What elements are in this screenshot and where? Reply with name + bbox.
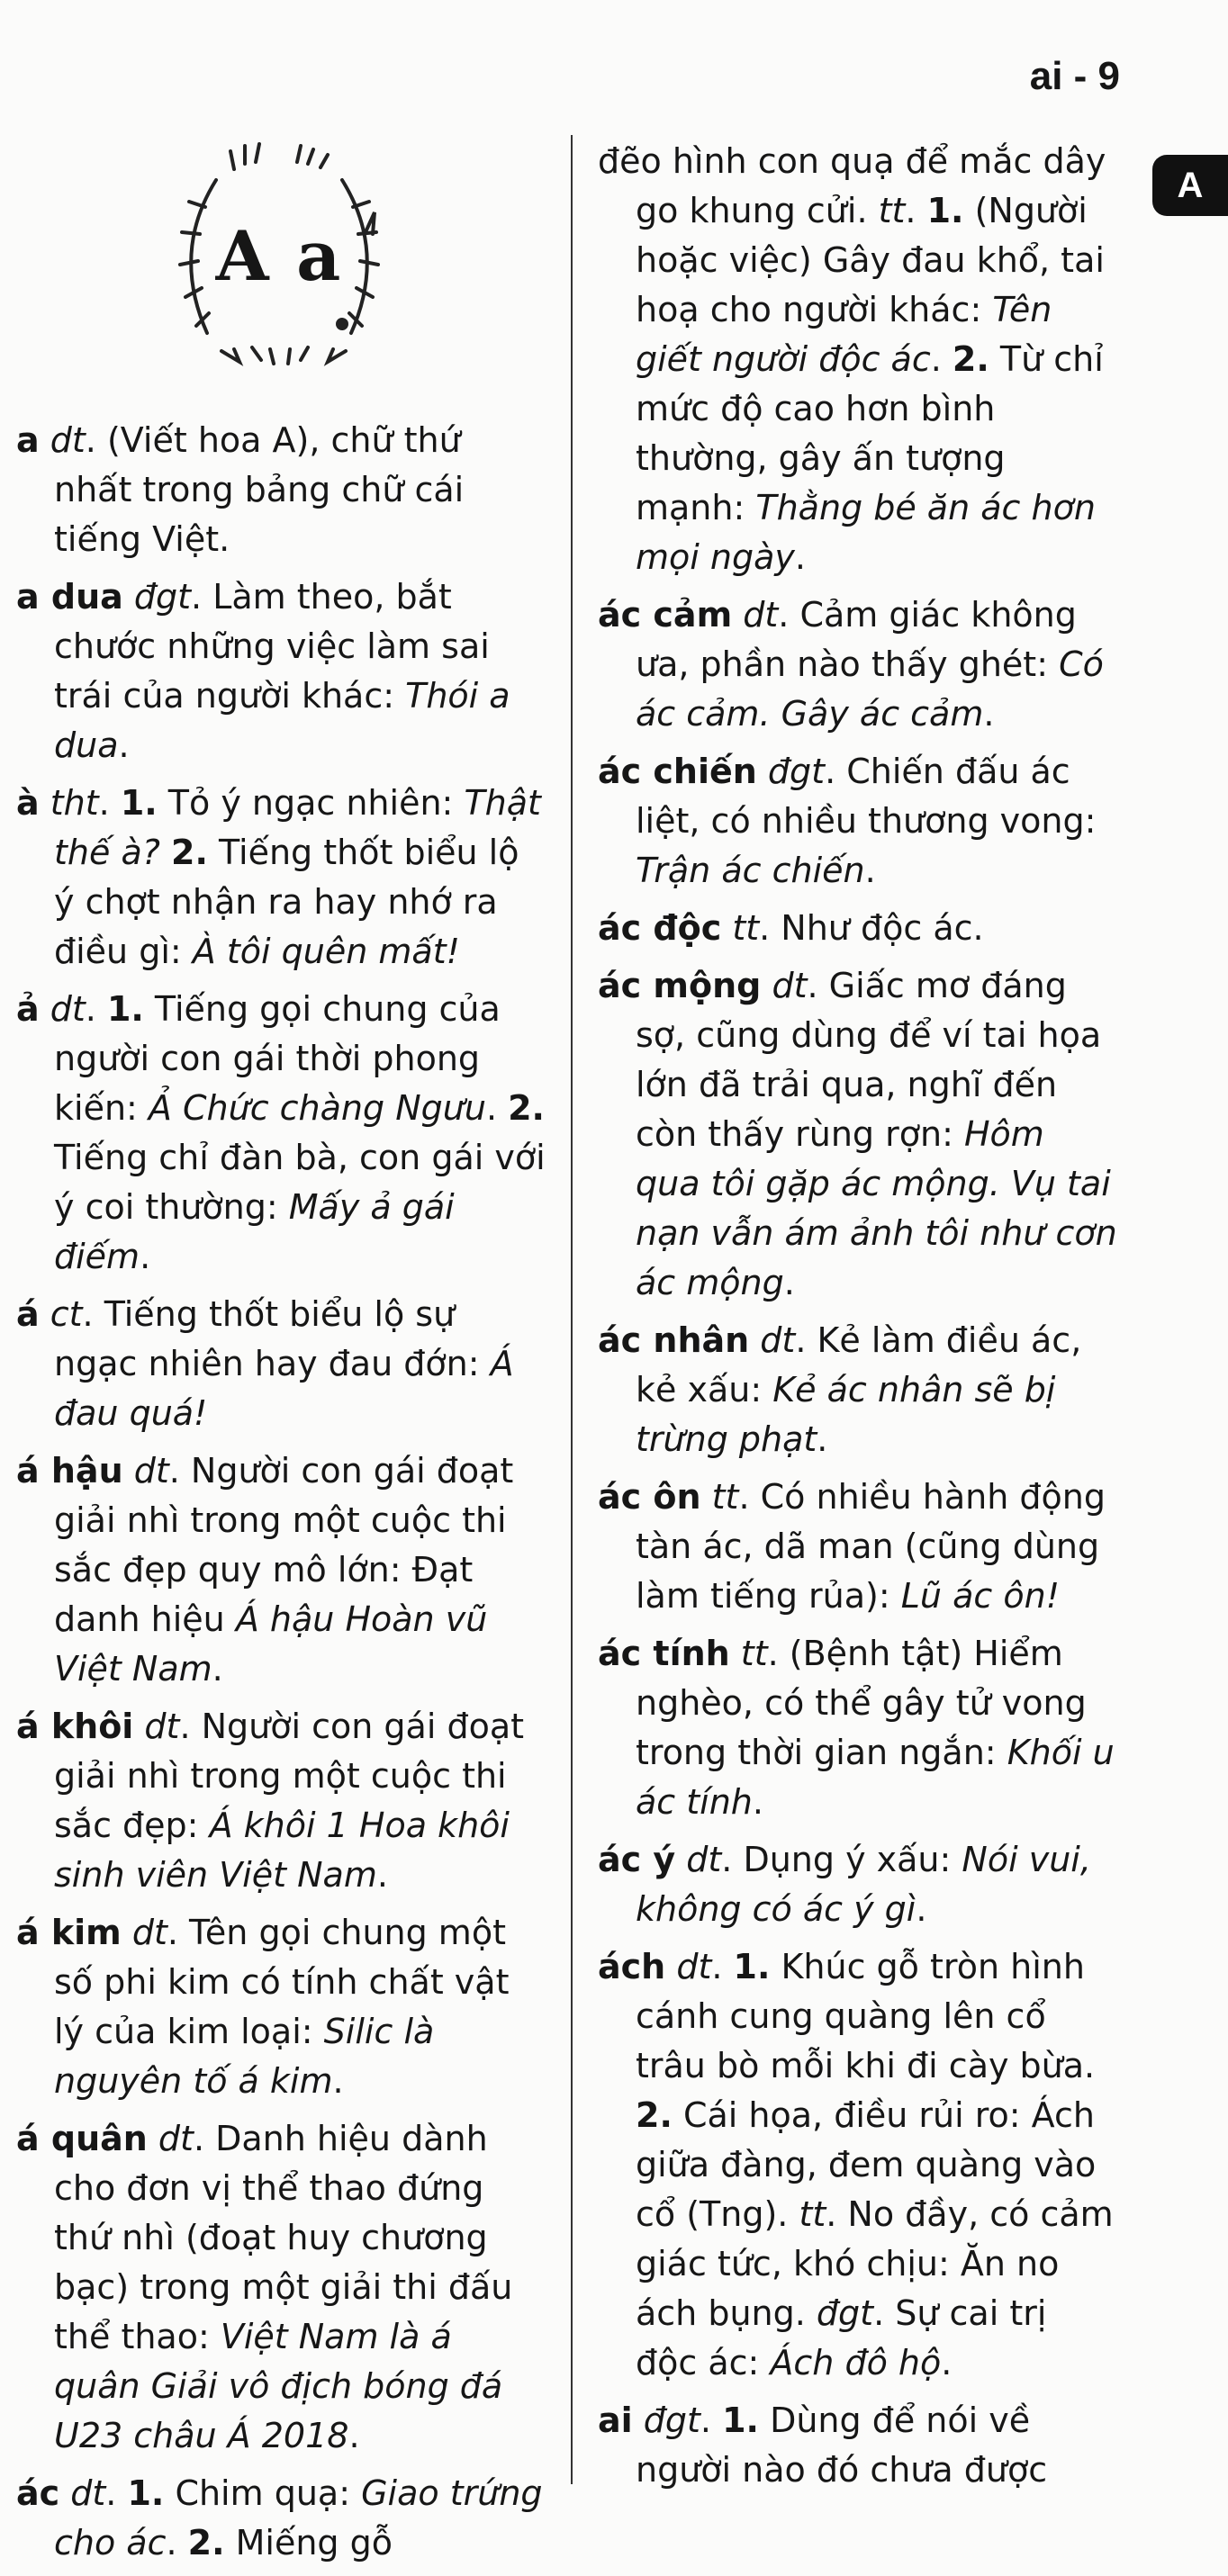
definition-text: . Giấc mơ đáng sợ, cũng dùng để ví tai họa lớn đã trải qua, nghĩ đến còn thấy rùng rợn:	[636, 966, 1102, 1154]
entry-headword: ác mộng	[598, 966, 762, 1005]
definition-text: . Như độc ác.	[759, 908, 984, 948]
entry-headword: à	[16, 783, 40, 823]
running-head: ai - 9	[1029, 54, 1120, 98]
part-of-speech: tht	[50, 783, 99, 823]
sense-number: 2.	[187, 2523, 225, 2562]
section-tab	[1152, 155, 1228, 216]
sense-number: 2.	[952, 339, 989, 379]
entry-headword: ác nhân	[598, 1320, 750, 1360]
definition-text: .	[105, 2473, 128, 2513]
usage-example: Kẻ ác nhân sẽ bị trừng phạt	[636, 1370, 1056, 1459]
definition-text: (Người hoặc việc) Gây đau khổ, tai hoạ cho người khác:	[636, 191, 1105, 329]
part-of-speech: dt	[158, 2119, 194, 2158]
entry-headword: á quân	[16, 2119, 148, 2158]
usage-example: Á đau quá!	[54, 1344, 514, 1433]
part-of-speech: dt	[50, 420, 86, 460]
sense-number: 1.	[926, 191, 964, 230]
definition-text: .	[983, 694, 995, 734]
usage-example: Thói a dua	[54, 676, 510, 765]
definition-text: .	[941, 2343, 953, 2382]
definition-text: . (Bệnh tật) Hiểm nghèo, có thể gây tử vong trong thời gian ngắn:	[636, 1634, 1087, 1772]
definition-text: . Tiếng thốt biểu lộ sự ngạc nhiên hay đau đớn:	[54, 1294, 491, 1383]
definition-text: Tỏ ý ngạc nhiên:	[157, 783, 465, 823]
part-of-speech: dt	[131, 1913, 167, 1952]
entry-headword: ác cảm	[598, 595, 733, 635]
definition-text: .	[140, 1237, 151, 1276]
dictionary-entry	[598, 747, 1118, 896]
definition-text: . Người con gái đoạt giải nhì trong một cuộc thi sắc đẹp:	[54, 1707, 525, 1845]
part-of-speech: tt	[732, 908, 760, 948]
part-of-speech: dt	[50, 989, 86, 1029]
definition-text: .	[817, 1419, 828, 1459]
part-of-speech: đgt	[643, 2400, 700, 2440]
definition-text: . (Viết hoa A), chữ thứ nhất trong bảng chữ cái tiếng Việt.	[54, 420, 465, 559]
definition-text: . Có nhiều hành động tàn ác, dã man (cũng dùng làm tiếng rủa):	[636, 1477, 1106, 1616]
dictionary-entry	[598, 1316, 1118, 1464]
sense-number: 1.	[106, 989, 144, 1029]
dictionary-entry	[16, 985, 547, 1282]
usage-example: Ả Chức chàng Ngưu	[148, 1088, 486, 1128]
usage-example: Việt Nam là á quân Giải vô địch bóng đá U23 châu Á 2018	[54, 2317, 503, 2455]
left-column	[16, 416, 547, 2576]
entry-headword: a	[16, 420, 40, 460]
definition-text: Chim quạ:	[164, 2473, 362, 2513]
part-of-speech: dt	[743, 595, 779, 635]
definition-text: Tiếng chỉ đàn bà, con gái với ý coi thường:	[54, 1138, 546, 1227]
part-of-speech: tt	[878, 191, 906, 230]
definition-text: Dùng để nói về người nào đó chưa được	[636, 2400, 1048, 2490]
dictionary-entry	[16, 416, 547, 564]
entry-headword: a dua	[16, 577, 123, 617]
part-of-speech: dt	[70, 2473, 106, 2513]
entry-headword: ác	[16, 2473, 60, 2513]
definition-text: .	[332, 2061, 344, 2101]
part-of-speech: tt	[799, 2194, 826, 2234]
definition-text: . Người con gái đoạt giải nhì trong một cuộc thi sắc đẹp quy mô lớn: Đạt danh hiệu	[54, 1451, 514, 1639]
definition-text: .	[485, 1088, 509, 1128]
right-column	[598, 137, 1118, 2503]
definition-text: .	[85, 989, 107, 1029]
definition-text: Cái họa, điều rủi ro: Ách giữa đàng, đem quàng vào cổ (Tng).	[636, 2095, 1097, 2234]
part-of-speech: dt	[772, 966, 808, 1005]
entry-headword: ác ôn	[598, 1477, 701, 1517]
sense-number: 1.	[120, 783, 158, 823]
column-divider	[571, 135, 573, 2484]
dictionary-entry	[16, 779, 547, 977]
definition-text: đẽo hình con quạ để mắc dây go khung cửi.	[598, 141, 1106, 230]
usage-example: Giao trứng cho ác	[54, 2473, 543, 2562]
dictionary-entry	[16, 1290, 547, 1438]
dictionary-entry	[598, 137, 1118, 582]
definition-text	[160, 833, 171, 872]
definition-text: Khúc gỗ tròn hình cánh cung quàng lên cổ trâu bò mỗi khi đi cày bừa.	[636, 1947, 1096, 2085]
dictionary-entry	[598, 961, 1118, 1308]
dictionary-entry	[16, 1702, 547, 1900]
part-of-speech: ct	[50, 1294, 83, 1334]
definition-text: .	[700, 2400, 723, 2440]
usage-example: Á khôi 1 Hoa khôi sinh viên Việt Nam	[54, 1806, 510, 1895]
definition-text: Tiếng gọi chung của người con gái thời phong kiến:	[54, 989, 501, 1128]
definition-text: Miếng gỗ	[224, 2523, 393, 2562]
entry-headword: ả	[16, 989, 40, 1029]
usage-example: Khối u ác tính	[636, 1733, 1115, 1822]
sense-number: 2.	[171, 833, 208, 872]
entry-headword: ác độc	[598, 908, 722, 948]
definition-text: .	[348, 2416, 360, 2455]
dictionary-entry	[598, 1942, 1118, 2388]
dictionary-entry	[598, 2396, 1118, 2495]
entry-headword: ai	[598, 2400, 633, 2440]
part-of-speech: dt	[686, 1840, 722, 1879]
definition-text: . Cảm giác không ưa, phần nào thấy ghét:	[636, 595, 1077, 684]
definition-text: .	[864, 851, 876, 890]
entry-headword: ác tính	[598, 1634, 730, 1673]
usage-example: Thật thế à?	[54, 783, 541, 872]
entry-headword: ác ý	[598, 1840, 676, 1879]
definition-text: .	[752, 1782, 763, 1822]
entry-headword: ác chiến	[598, 752, 757, 791]
entry-headword: á	[16, 1294, 40, 1334]
definition-text: .	[794, 537, 806, 577]
dictionary-entry	[598, 1473, 1118, 1621]
entry-headword: á hậu	[16, 1451, 123, 1491]
letter-crest	[153, 126, 405, 396]
usage-example: Trận ác chiến	[636, 851, 865, 890]
usage-example: Lũ ác ôn!	[900, 1576, 1060, 1616]
section-tab-letter: A	[1177, 165, 1204, 205]
usage-example: Nói vui, không có ác ý gì	[636, 1840, 1091, 1929]
part-of-speech: đgt	[133, 577, 192, 617]
sense-number: 2.	[636, 2095, 673, 2135]
definition-text: . Danh hiệu dành cho đơn vị thể thao đứng thứ nhì (đoạt huy chương bạc) trong một giải thi đấu thể thao:	[54, 2119, 513, 2356]
definition-text: .	[98, 783, 121, 823]
definition-text: . No đầy, có cảm giác tức, khó chịu: Ăn no ách bụng.	[636, 2194, 1114, 2333]
definition-text: .	[783, 1263, 795, 1302]
dictionary-entry	[16, 2114, 547, 2461]
definition-text: . Chiến đấu ác liệt, có nhiều thương vong:	[636, 752, 1097, 841]
dictionary-entry	[16, 1908, 547, 2106]
definition-text: Từ chỉ mức độ cao hơn bình thường, gây ấn tượng mạnh:	[636, 339, 1104, 527]
definition-text: .	[376, 1855, 388, 1895]
crest-letters: A a	[215, 216, 343, 296]
usage-example: Hôm qua tôi gặp ác mộng. Vụ tai nạn vẫn ám ảnh tôi như cơn ác mộng	[636, 1114, 1117, 1302]
part-of-speech: dt	[133, 1451, 169, 1491]
definition-text: .	[118, 725, 130, 765]
definition-text: Tiếng thốt biểu lộ ý chợt nhận ra hay nhớ ra điều gì:	[54, 833, 519, 971]
usage-example: À tôi quên mất!	[192, 932, 460, 971]
dictionary-entry	[598, 904, 1118, 953]
part-of-speech: dt	[760, 1320, 796, 1360]
usage-example: Mấy ả gái điếm	[54, 1187, 455, 1276]
dictionary-entry	[598, 1835, 1118, 1934]
dictionary-entry	[16, 1446, 547, 1694]
part-of-speech: dt	[676, 1947, 712, 1986]
dictionary-entry	[598, 590, 1118, 739]
dictionary-entry	[16, 572, 547, 770]
usage-example: Thằng bé ăn ác hơn mọi ngày	[636, 488, 1096, 577]
definition-text: . Làm theo, bắt chước những việc làm sai trái của người khác:	[54, 577, 490, 716]
entry-headword: á khôi	[16, 1707, 134, 1746]
sense-number: 1.	[733, 1947, 771, 1986]
definition-text: . Kẻ làm điều ác, kẻ xấu:	[636, 1320, 1082, 1410]
definition-text: . Dụng ý xấu:	[721, 1840, 962, 1879]
dictionary-entry	[16, 2469, 547, 2568]
part-of-speech: tt	[711, 1477, 739, 1517]
definition-text: .	[166, 2523, 188, 2562]
definition-text: . Tên gọi chung một số phi kim có tính chất vật lý của kim loại:	[54, 1913, 510, 2051]
part-of-speech: dt	[144, 1707, 180, 1746]
part-of-speech: tt	[740, 1634, 768, 1673]
definition-text: .	[711, 1947, 734, 1986]
entry-headword: ách	[598, 1947, 666, 1986]
usage-example: Tên giết người độc ác	[636, 290, 1052, 379]
definition-text: .	[905, 191, 927, 230]
usage-example: Có ác cảm. Gây ác cảm	[636, 644, 1104, 734]
part-of-speech: đgt	[767, 752, 826, 791]
usage-example: Á hậu Hoàn vũ Việt Nam	[54, 1599, 488, 1689]
usage-example: Silic là nguyên tố á kim	[54, 2012, 435, 2101]
definition-text: .	[212, 1649, 223, 1689]
part-of-speech: đgt	[816, 2293, 874, 2333]
definition-text: .	[930, 339, 953, 379]
dictionary-entry	[598, 1629, 1118, 1827]
sense-number: 1.	[127, 2473, 165, 2513]
usage-example: Ách đô hộ	[770, 2343, 942, 2382]
entry-headword: á kim	[16, 1913, 122, 1952]
definition-text: . Sự cai trị độc ác:	[636, 2293, 1047, 2382]
definition-text: .	[916, 1889, 927, 1929]
sense-number: 2.	[508, 1088, 545, 1128]
sense-number: 1.	[722, 2400, 759, 2440]
